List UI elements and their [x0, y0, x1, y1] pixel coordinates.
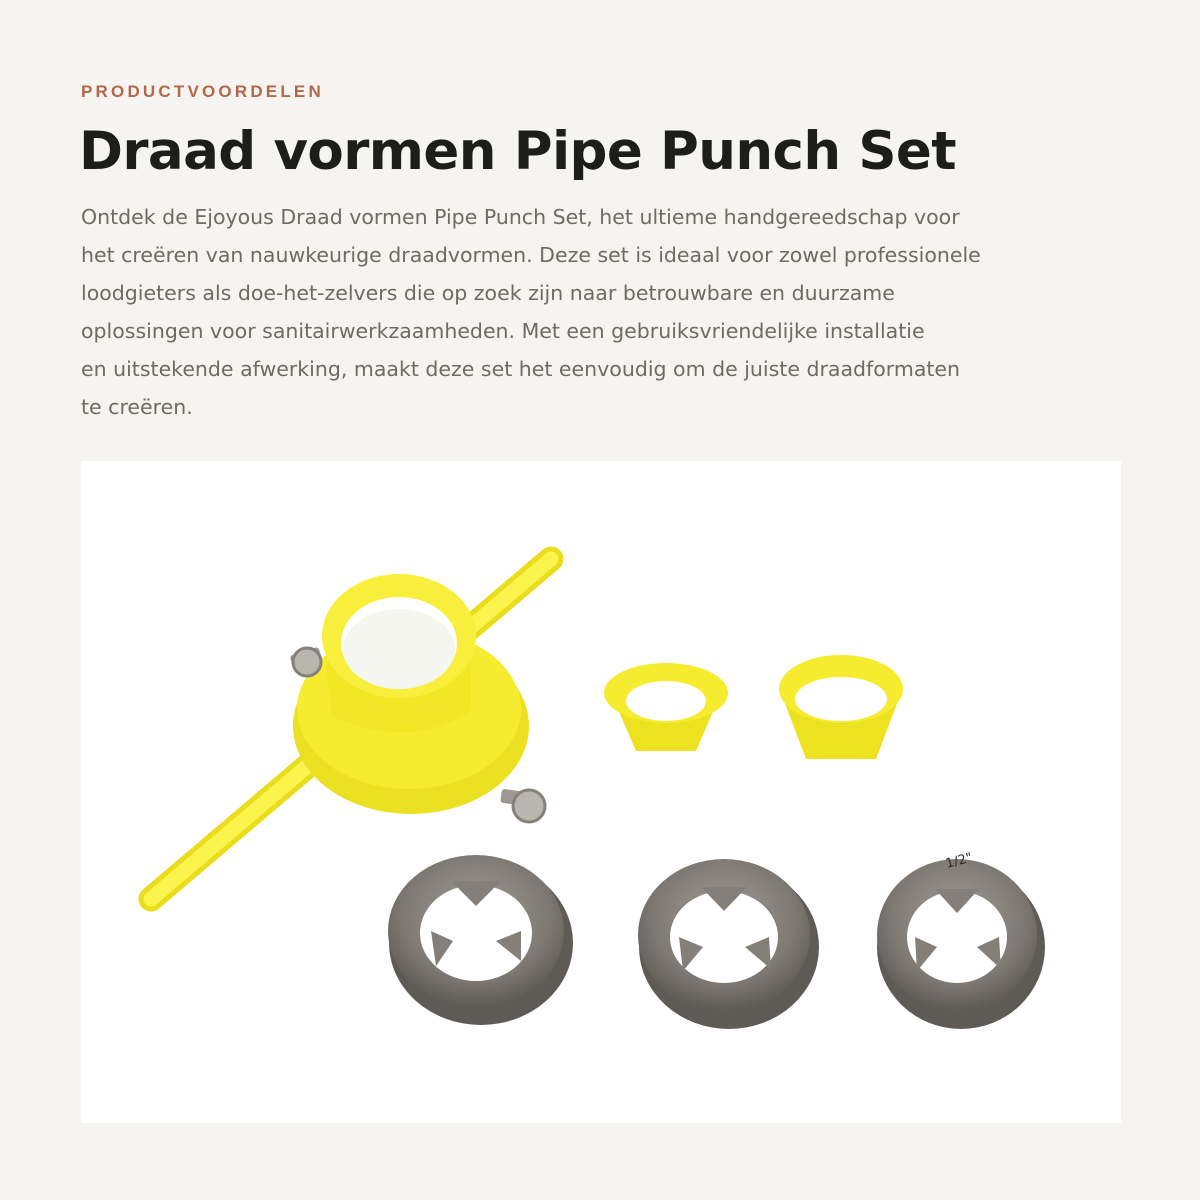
product-title: Draad vormen Pipe Punch Set: [79, 121, 957, 182]
description-line: oplossingen voor sanitairwerkzaamheden. Met een gebruiksvriendelijke installatie: [81, 319, 925, 343]
die-size-marking: 1/2": [944, 850, 975, 872]
threading-die: [877, 850, 1045, 1029]
guide-bushing: [604, 663, 728, 751]
description-line: het creëren van nauwkeurige draadvormen. Deze set is ideaal voor zowel professionele: [81, 243, 981, 267]
description-line: en uitstekende afwerking, maakt deze set het eenvoudig om de juiste draadformaten: [81, 357, 961, 381]
guide-bushing: [779, 655, 903, 759]
section-eyebrow: PRODUCTVOORDELEN: [81, 82, 324, 101]
description-line: loodgieters als doe-het-zelvers die op zoek zijn naar betrouwbare en duurzame: [81, 281, 895, 305]
product-image: [81, 461, 1121, 1123]
threading-die: [638, 859, 819, 1029]
description-line: Ontdek de Ejoyous Draad vormen Pipe Punch Set, het ultieme handgereedschap voor: [81, 205, 960, 229]
product-description: [81, 198, 1121, 426]
die-stock-wrench: [151, 559, 551, 899]
thumb-screw: [500, 789, 545, 822]
thumb-screw: [290, 647, 323, 676]
description-line: te creëren.: [81, 395, 193, 419]
threading-die: [388, 855, 573, 1025]
